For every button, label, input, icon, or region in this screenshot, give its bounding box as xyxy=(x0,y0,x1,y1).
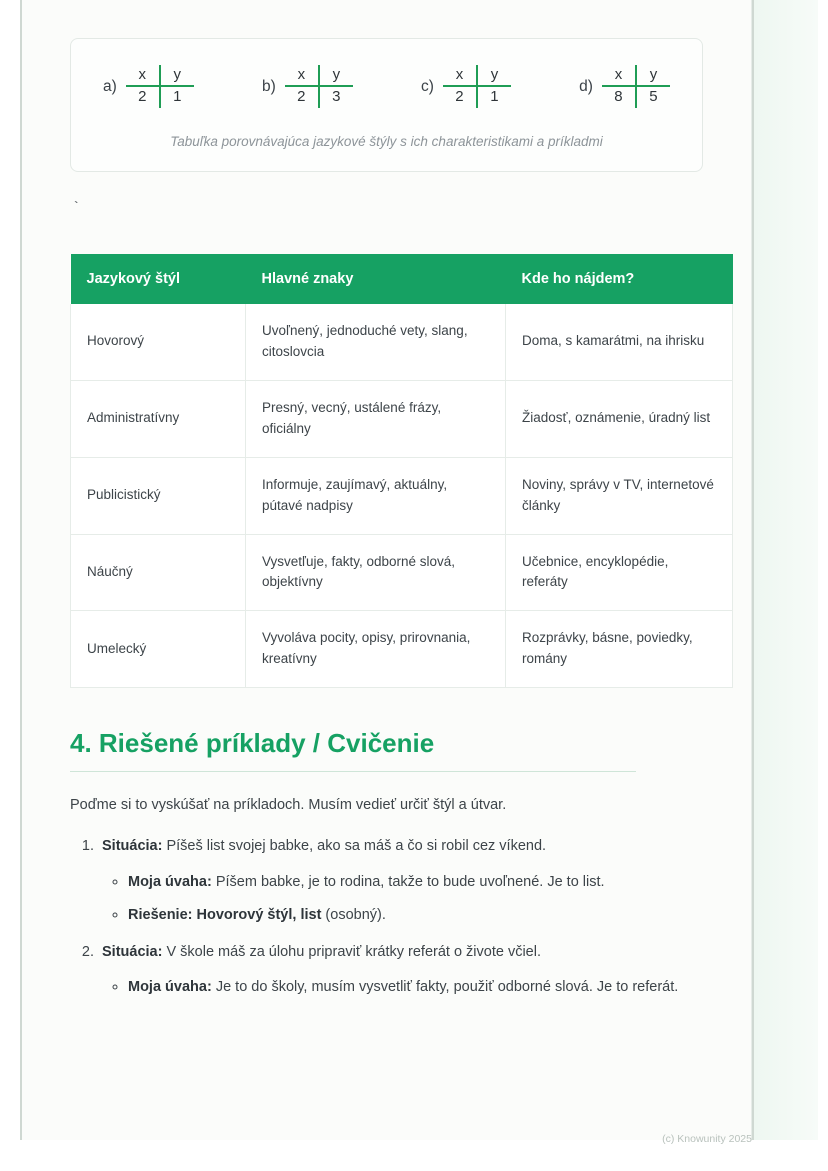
stray-backtick: ` xyxy=(72,200,81,216)
formula-caption: Tabuľka porovnávajúca jazykové štýly s ich charakteristikami a príkladmi xyxy=(170,134,603,149)
list-item xyxy=(98,835,703,927)
table-row xyxy=(71,457,733,534)
table-row xyxy=(71,380,733,457)
formula-y-head-a: y xyxy=(160,65,194,86)
table-row xyxy=(71,534,733,611)
document-page xyxy=(20,0,752,1140)
cell-style: Publicistický xyxy=(71,457,246,534)
exercise-list xyxy=(70,835,703,999)
cell-style: Hovorový xyxy=(71,304,246,380)
cell-style: Administratívny xyxy=(71,380,246,457)
exercise-lead-text: V škole máš za úlohu pripraviť krátky referát o živote včiel. xyxy=(162,943,541,960)
page-title: 4. Riešené príklady / Cvičenie xyxy=(70,728,636,772)
formula-item-b xyxy=(262,65,353,108)
formula-item-c xyxy=(421,65,511,108)
cell-where: Učebnice, encyklopédie, referáty xyxy=(506,534,733,611)
formula-label-d: d) xyxy=(579,77,593,95)
bullet-text: Píšem babke, je to rodina, takže to bude uvoľnené. Je to list. xyxy=(211,873,605,890)
page-content xyxy=(22,0,751,999)
formula-mini-table-b xyxy=(285,65,353,108)
language-styles-table xyxy=(70,254,733,688)
formula-label-c: c) xyxy=(421,77,434,95)
cell-features: Informuje, zaujímavý, aktuálny, pútavé nadpisy xyxy=(246,457,506,534)
table-header-row xyxy=(71,254,733,304)
formula-card xyxy=(70,38,703,172)
column-header-features: Hlavné znaky xyxy=(246,254,506,304)
formula-y-value-b: 3 xyxy=(319,86,353,108)
table-row xyxy=(71,611,733,688)
formula-y-value-d: 5 xyxy=(636,86,670,108)
bullet-label: Riešenie: Hovorový štýl, list xyxy=(128,906,322,923)
formula-x-head-a: x xyxy=(126,65,160,86)
watermark: (c) Knowunity 2025 xyxy=(662,1133,752,1145)
cell-where: Žiadosť, oznámenie, úradný list xyxy=(506,380,733,457)
cell-style: Umelecký xyxy=(71,611,246,688)
cell-features: Vysvetľuje, fakty, odborné slová, objektívny xyxy=(246,534,506,611)
formula-mini-table-a xyxy=(126,65,194,108)
list-item xyxy=(128,904,703,927)
list-item xyxy=(128,976,703,999)
formula-x-value-c: 2 xyxy=(455,88,464,105)
cell-features: Uvoľnený, jednoduché vety, slang, citoslovcia xyxy=(246,304,506,380)
list-item xyxy=(98,941,703,999)
column-header-where: Kde ho nájdem? xyxy=(506,254,733,304)
formula-item-a xyxy=(103,65,194,108)
formula-item-d xyxy=(579,65,670,108)
formula-y-value-a: 1 xyxy=(160,86,194,108)
formula-y-head-c: y xyxy=(477,65,511,86)
cell-features: Presný, vecný, ustálené frázy, oficiálny xyxy=(246,380,506,457)
exercise-lead-text: Píšeš list svojej babke, ako sa máš a čo si robil cez víkend. xyxy=(162,838,547,855)
bullet-text: Je to do školy, musím vysvetliť fakty, použiť odborné slová. Je to referát. xyxy=(211,979,679,996)
page-right-margin-strip xyxy=(752,0,818,1140)
exercise-sub-list xyxy=(102,871,703,927)
formula-y-head-b: y xyxy=(319,65,353,86)
column-header-style: Jazykový štýl xyxy=(71,254,246,304)
table-row xyxy=(71,304,733,380)
formula-mini-table-d xyxy=(602,65,670,108)
cell-where: Noviny, správy v TV, internetové články xyxy=(506,457,733,534)
exercise-sub-list xyxy=(102,976,703,999)
formula-y-head-d: y xyxy=(636,65,670,86)
cell-style: Náučný xyxy=(71,534,246,611)
exercise-lead-label: Situácia: xyxy=(102,838,163,855)
formula-mini-table-c xyxy=(443,65,511,108)
cell-where: Doma, s kamarátmi, na ihrisku xyxy=(506,304,733,380)
cell-where: Rozprávky, básne, poviedky, romány xyxy=(506,611,733,688)
bullet-text: (osobný). xyxy=(321,906,386,923)
formula-x-value-a: 2 xyxy=(138,88,147,105)
formula-x-head-b: x xyxy=(285,65,319,86)
cell-features: Vyvoláva pocity, opisy, prirovnania, kreatívny xyxy=(246,611,506,688)
formula-x-value-d: 8 xyxy=(614,88,623,105)
formula-x-head-c: x xyxy=(443,65,477,86)
formula-label-a: a) xyxy=(103,77,117,95)
list-item xyxy=(128,871,703,894)
section-intro: Poďme si to vyskúšať na príkladoch. Musím vedieť určiť štýl a útvar. xyxy=(70,797,507,814)
formula-row xyxy=(91,65,682,108)
bullet-label: Moja úvaha: xyxy=(128,979,212,996)
formula-x-value-b: 2 xyxy=(297,88,306,105)
exercise-lead-label: Situácia: xyxy=(102,943,163,960)
bullet-label: Moja úvaha: xyxy=(128,873,212,890)
formula-label-b: b) xyxy=(262,77,276,95)
formula-x-head-d: x xyxy=(602,65,636,86)
formula-y-value-c: 1 xyxy=(477,86,511,108)
